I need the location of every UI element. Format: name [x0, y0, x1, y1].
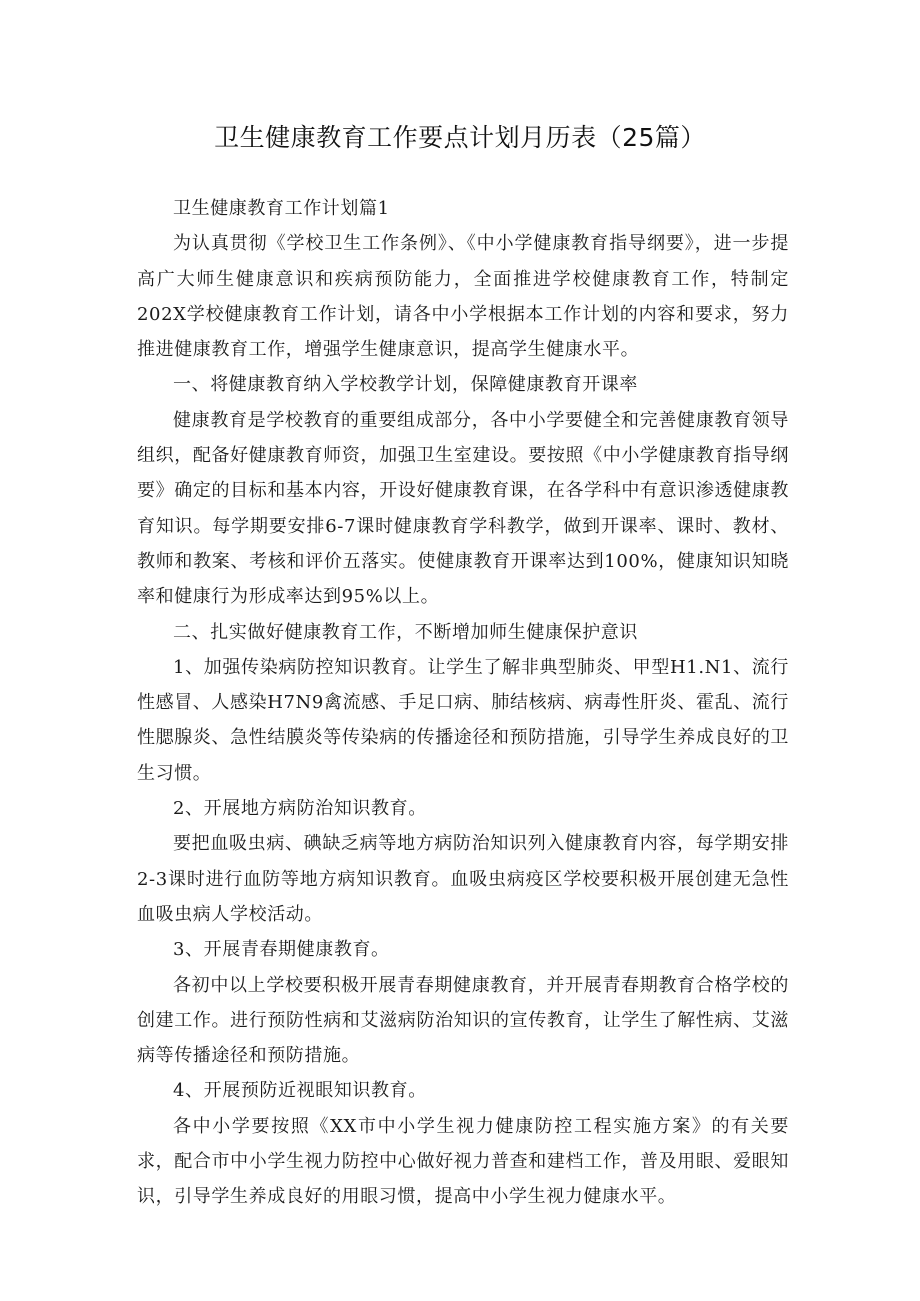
document-body: [137, 191, 789, 1215]
paragraph: 1、加强传染病防控知识教育。让学生了解非典型肺炎、甲型H1.N1、流行性感冒、人感染H7N9禽流感、手足口病、肺结核病、病毒性肝炎、霍乱、流行性腮腺炎、急性结膜炎等传染病的传播途径和预防措施，引导学生养成良好的卫生习惯。: [137, 656, 789, 784]
document-title: 卫生健康教育工作要点计划月历表（25篇）: [214, 123, 706, 152]
item-heading: 2、开展地方病防治知识教育。: [173, 798, 427, 820]
subsection-heading: 一、将健康教育纳入学校教学计划，保障健康教育开课率: [173, 374, 638, 396]
item-heading: 3、开展青春期健康教育。: [173, 939, 390, 961]
paragraph: 要把血吸虫病、碘缺乏病等地方病防治知识列入健康教育内容，每学期安排2-3课时进行血防等地方病知识教育。血吸虫病疫区学校要积极开展创建无急性血吸虫病人学校活动。: [137, 833, 789, 925]
section-heading: 卫生健康教育工作计划篇1: [173, 198, 390, 219]
paragraph: 各初中以上学校要积极开展青春期健康教育，并开展青春期教育合格学校的创建工作。进行预防性病和艾滋病防治知识的宣传教育，让学生了解性病、艾滋病等传播途径和预防措施。: [137, 974, 789, 1067]
paragraph: 为认真贯彻《学校卫生工作条例》、《中小学健康教育指导纲要》，进一步提高广大师生健康意识和疾病预防能力，全面推进学校健康教育工作，特制定202X学校健康教育工作计划，请各中小学根据本工作计划的内容和要求，努力推进健康教育工作，增强学生健康意识，提高学生健康水平。: [137, 233, 789, 361]
subsection-heading: 二、扎实做好健康教育工作，不断增加师生健康保护意识: [173, 621, 638, 643]
paragraph: 健康教育是学校教育的重要组成部分，各中小学要健全和完善健康教育领导组织，配备好健康教育师资，加强卫生室建设。要按照《中小学健康教育指导纲要》确定的目标和基本内容，开设好健康教育课，在各学科中有意识渗透健康教育知识。每学期要安排6-7课时健康教育学科教学，做到开课率、课时、教材、教师和教案、考核和评价五落实。使健康教育开课率达到100%，健康知识知晓率和健康行为形成率达到95%以上。: [137, 409, 789, 608]
item-heading: 4、开展预防近视眼知识教育。: [173, 1080, 427, 1102]
paragraph: 各中小学要按照《XX市中小学生视力健康防控工程实施方案》的有关要求，配合市中小学生视力防控中心做好视力普查和建档工作，普及用眼、爱眼知识，引导学生养成良好的用眼习惯，提高中小学生视力健康水平。: [137, 1115, 789, 1208]
